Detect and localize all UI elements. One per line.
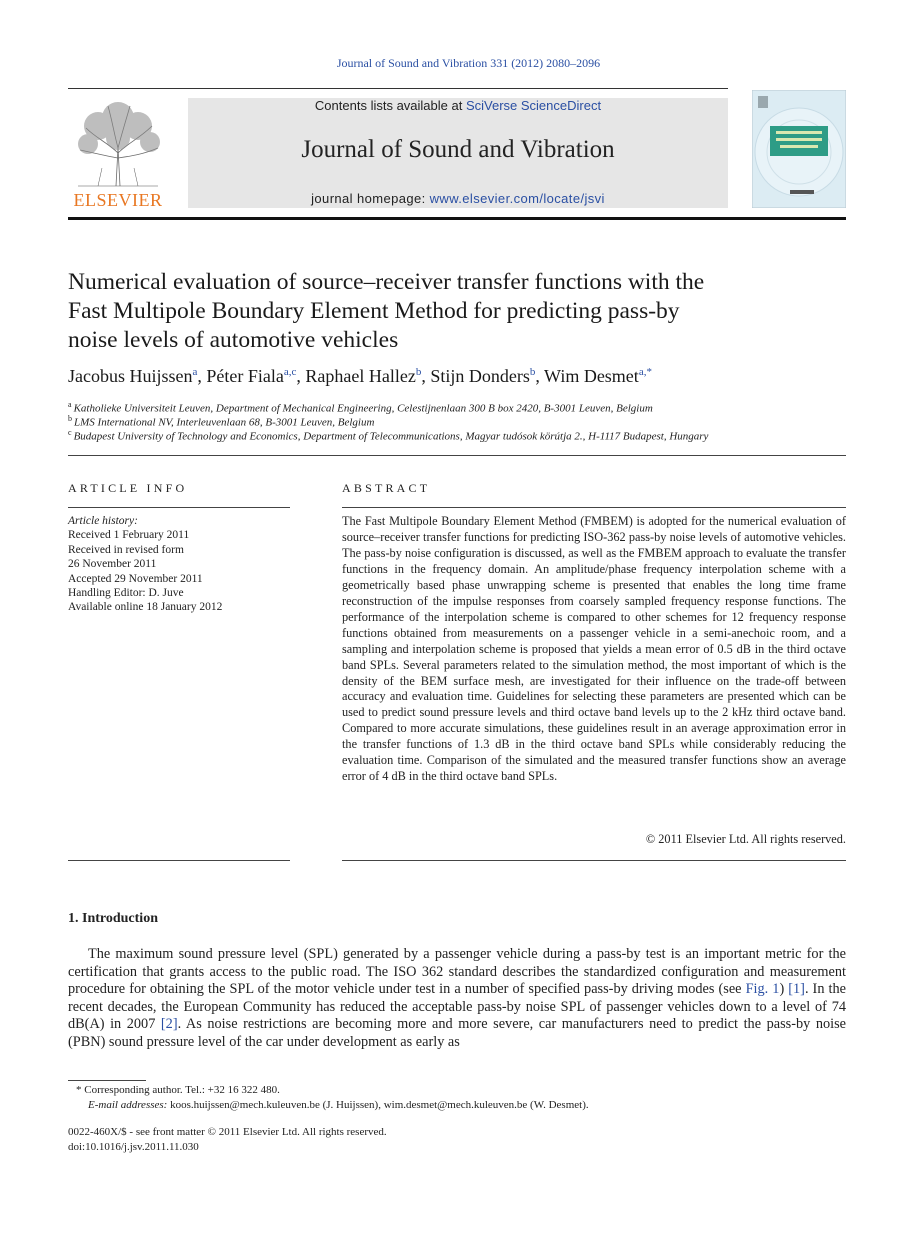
article-info-heading: ARTICLE INFO [68, 481, 188, 495]
author-affil-mark[interactable]: a,c [283, 366, 297, 378]
history-item: Available online 18 January 2012 [68, 601, 223, 614]
author-affil-mark[interactable]: a [192, 366, 198, 378]
affiliation-text: Katholieke Universiteit Leuven, Department of Mechanical Engineering, Celestijnenlaan 300 B box 2420, B-3001 Leuven, Belgium [73, 402, 653, 415]
abstract-heading: ABSTRACT [342, 481, 431, 495]
affiliation [68, 414, 374, 429]
article-history [68, 514, 290, 615]
history-item: 26 November 2011 [68, 558, 157, 571]
email-note [68, 1099, 589, 1111]
introduction-paragraph [68, 946, 846, 1052]
history-item: Received 1 February 2011 [68, 529, 190, 542]
journal-homepage [188, 191, 728, 206]
contents-line [188, 98, 728, 113]
masthead-rule [68, 217, 846, 220]
section-heading: 1. Introduction [68, 911, 158, 926]
abstract-text: The Fast Multipole Boundary Element Method (FMBEM) is adopted for the numerical evaluation of source–receiver transfer functions for predicting ISO-362 pass-by noise levels of automotive vehicles. The pass-by noise configuration is discussed, as well as the FMBEM approach to evaluate the transfer functions in the frequency domain. An amplitude/phase frequency interpolation scheme with a geometrically based phase unwrapping scheme is presented that enables the long time frame reconstruction of the impulse responses from coarsely sampled frequency response functions. The performance of the interpolation scheme is compared to other schemes for 12 frequency response functions obtained from measurements on a passenger vehicle in a semi-anechoic room, and a sampling and interpolation scheme is proposed that yields a mean error of 0.5 dB in the third octave band SPLs. Several parameters related to the simulation method, the most important of which is the density of the BEM surface mesh, are investigated for their influence on the trade-off between accuracy and evaluation time. Guidelines for selecting these parameters are presented which can be used to predict sound pressure levels and third octave band levels up to the 2 kHz third octave band. Compared to more accurate simulations, these guidelines result in an average approximation error in the transfer functions of 1.3 dB in the third octave band SPLs while considerably reducing the evaluation time. Comparison of the simulated and the measured transfer functions show an average error of 4 dB in the third octave band SPLs. [342, 514, 846, 784]
email-label: E-mail addresses: [88, 1099, 168, 1111]
reference-link[interactable]: [2] [160, 1016, 178, 1033]
intro-text: ) [779, 981, 789, 998]
affiliation-key: c [68, 428, 72, 437]
elsevier-tree-icon [68, 98, 168, 188]
history-item: Received in revised form [68, 543, 184, 556]
abstract-rule [342, 507, 846, 508]
homepage-prefix: journal homepage: [311, 191, 430, 206]
title-line: Fast Multipole Boundary Element Method for predicting pass-by [68, 298, 680, 324]
author-affil-mark[interactable]: b [415, 366, 422, 378]
contents-prefix: Contents lists available at [314, 98, 466, 113]
affiliation [68, 428, 708, 443]
intro-text: The maximum sound pressure level (SPL) generated by a passenger vehicle during a pass-by test is an important metric for the certification that grants access to the public road. The ISO 362 standard describes the standardized configuration and measurement procedure for obtaining the SPL of the motor vehicle under test in a number of specified pass-by driving modes (see [68, 946, 846, 998]
affiliation-key: a [68, 400, 72, 409]
article-title [68, 268, 848, 355]
figure-link[interactable]: Fig. 1 [745, 981, 780, 998]
reference-link[interactable]: [1] [788, 981, 805, 998]
author-separator: , [197, 366, 207, 386]
author-list [68, 366, 848, 387]
affiliation-text: LMS International NV, Interleuvenlaan 68, B-3001 Leuven, Belgium [74, 416, 375, 429]
author-name: Stijn Donders [430, 366, 530, 386]
affiliation-key: b [68, 414, 72, 423]
history-item: Handling Editor: D. Juve [68, 587, 184, 600]
elsevier-wordmark: ELSEVIER [73, 190, 163, 210]
title-line: Numerical evaluation of source–receiver transfer functions with the [68, 269, 705, 295]
issn-line: 0022-460X/$ - see front matter © 2011 Elsevier Ltd. All rights reserved. [68, 1126, 387, 1138]
author-separator: , [535, 366, 545, 386]
journal-cover-image[interactable] [752, 90, 846, 208]
journal-citation[interactable]: Journal of Sound and Vibration 331 (2012) 2080–2096 [336, 56, 601, 70]
homepage-link[interactable]: www.elsevier.com/locate/jsvi [429, 191, 605, 206]
footnote-rule [68, 1080, 146, 1081]
author-name: Péter Fiala [206, 366, 284, 386]
affiliation-rule [68, 455, 846, 456]
author-name: Raphael Hallez [305, 366, 416, 386]
abstract-copyright: © 2011 Elsevier Ltd. All rights reserved. [645, 832, 846, 846]
affiliation-text: Budapest University of Technology and Economics, Department of Telecommunications, Magyar tudósok körútja 2., H-1117 Budapest, Hungary [73, 430, 709, 443]
history-item: Accepted 29 November 2011 [68, 572, 203, 585]
email-addresses[interactable]: koos.huijssen@mech.kuleuven.be (J. Huijssen), wim.desmet@mech.kuleuven.be (W. Desmet). [170, 1099, 589, 1111]
title-line: noise levels of automotive vehicles [68, 327, 399, 353]
journal-cover-icon [752, 90, 846, 208]
author-affil-mark[interactable]: a,* [638, 366, 652, 378]
author-separator: , [421, 366, 431, 386]
header-rule [68, 88, 728, 89]
author-name: Jacobus Huijssen [68, 366, 193, 386]
article-info-rule [68, 507, 290, 508]
abstract-bottom-rule [342, 860, 846, 861]
author-separator: , [296, 366, 306, 386]
journal-title: Journal of Sound and Vibration [301, 136, 615, 163]
author-affil-mark[interactable]: b [529, 366, 536, 378]
author-name: Wim Desmet [544, 366, 639, 386]
article-info-bottom-rule [68, 860, 290, 861]
history-label: Article history: [68, 515, 138, 527]
sciencedirect-link[interactable]: SciVerse ScienceDirect [465, 98, 602, 113]
corresponding-author-note: * Corresponding author. Tel.: +32 16 322 480. [76, 1084, 280, 1096]
intro-text: . In the recent decades, the European Community has reduced the acceptable pass-by noise SPL of passenger vehicles down to a level of 74 dB(A) in 2007 [68, 981, 846, 1033]
doi-line[interactable]: doi:10.1016/j.jsv.2011.11.030 [68, 1141, 199, 1153]
affiliation [68, 400, 653, 415]
intro-text: . As noise restrictions are becoming more and more severe, car manufacturers need to predict the pass-by noise (PBN) sound pressure level of the car under development as early as [68, 1016, 847, 1050]
